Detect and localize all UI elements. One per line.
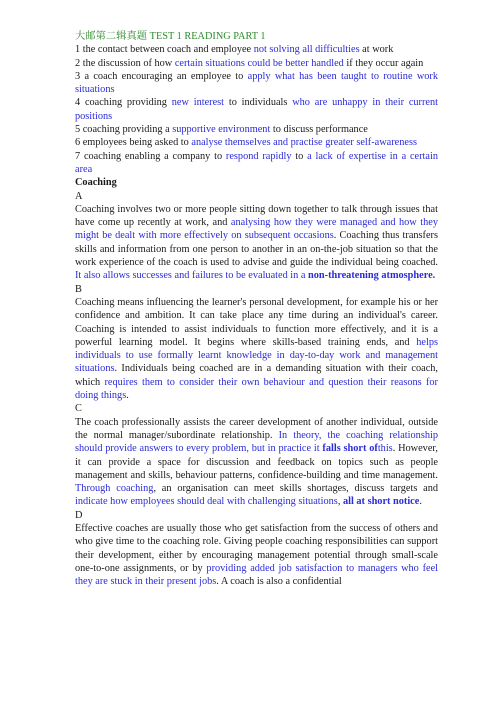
page-title: 大邮第二辑真题 TEST 1 READING PART 1 bbox=[75, 31, 266, 42]
statement-text: to discuss performance bbox=[270, 124, 368, 136]
section-letter: B bbox=[75, 283, 82, 295]
paragraph-text: , bbox=[337, 496, 343, 508]
statement-text: 7 coaching enabling a company to bbox=[75, 150, 226, 162]
section-paragraph bbox=[75, 416, 438, 509]
statement-highlight: not solving all difficulties bbox=[253, 44, 360, 56]
statement-highlight: a lack of expertise in a certain area bbox=[75, 150, 438, 175]
paragraph-text: . Individuals being coached are in a demanding situation with their coach, which bbox=[75, 363, 438, 388]
section-letter: A bbox=[75, 190, 83, 202]
statement-text: if they occur again bbox=[343, 57, 424, 69]
paragraph-highlight: this bbox=[377, 443, 393, 455]
paragraph-highlight: providing added job satisfaction to managers who feel they are stuck in their present jobs bbox=[75, 562, 439, 588]
paragraph-highlight: In theory, the coaching relationship should provide answers to every problem, but in practice it bbox=[75, 429, 438, 455]
statement-item bbox=[75, 123, 438, 136]
paragraph-highlight: It also allows successes and failures to be evaluated in a bbox=[75, 270, 306, 282]
paragraph-text: . However, it can provide a space for discussion and feedback on topics such as people management and skills, behaviour patterns, confidence-building and time management. bbox=[75, 443, 438, 481]
statement-text: 1 the contact between coach and employee bbox=[75, 44, 254, 56]
statement-item bbox=[75, 150, 438, 177]
paragraph-text: Coaching involves two or more people sitting down together to talk through issues that have come up recently at work, and bbox=[75, 203, 438, 229]
paragraph-highlight: analysing how they were managed and how they might be dealt with more effectively on subsequent occasions bbox=[75, 217, 438, 242]
paragraph-text: . bbox=[126, 390, 129, 402]
paragraph-text: . A coach is also a confidential bbox=[216, 576, 342, 588]
section-paragraph bbox=[75, 203, 438, 283]
paragraph-bold-highlight: non-threatening atmosphere. bbox=[305, 270, 436, 282]
statement-list bbox=[75, 43, 438, 176]
paragraph-highlight: indicate how employees should deal with challenging situations bbox=[75, 496, 338, 508]
statement-text: 5 coaching providing a bbox=[75, 124, 173, 136]
statement-text: 4 coaching providing bbox=[75, 97, 172, 109]
paragraph-highlight: Through coaching bbox=[75, 483, 154, 495]
statement-item bbox=[75, 57, 438, 70]
paragraph-text: , an organisation can meet skills shortages, discuss targets and bbox=[153, 483, 439, 495]
article-title: Coaching bbox=[75, 177, 117, 189]
statement-item bbox=[75, 136, 438, 149]
paragraph-highlight: helps individuals to use formally learnt knowledge in day-to-day work and management situations bbox=[75, 336, 438, 375]
paragraph-bold-highlight: falls short of bbox=[322, 443, 378, 455]
paragraph-text: . bbox=[419, 496, 422, 508]
section-paragraph bbox=[75, 296, 438, 402]
statement-text: 6 employees being asked to bbox=[75, 137, 192, 149]
statement-text: at work bbox=[359, 44, 394, 56]
statement-item bbox=[75, 70, 438, 97]
statement-highlight: apply what has been taught to routine work situations bbox=[75, 70, 438, 96]
section-letter: C bbox=[75, 403, 82, 415]
statement-text: 2 the discussion of how bbox=[75, 57, 175, 69]
section-paragraph bbox=[75, 522, 438, 588]
statement-highlight: analyse themselves and practise greater self-awareness bbox=[191, 137, 417, 149]
paragraph-text: . Coaching thus transfers skills and information from one person to another in an on-the-job situation so that the work experience of the coach is used to advise and guide the individual being coached. bbox=[75, 230, 438, 269]
statement-text: to bbox=[291, 150, 308, 162]
paragraph-highlight: requires them to consider their own behaviour and question their reasons for doing things bbox=[75, 376, 438, 402]
paragraph-text: Effective coaches are usually those who get satisfaction from the success of others and who give time to the coaching role. Giving people coaching responsibilities can support their development, either by encouraging management potential through small-scale one-to-one assignments, or by bbox=[75, 522, 438, 574]
statement-highlight: respond rapidly bbox=[225, 150, 292, 162]
statement-text: 3 a coach encouraging an employee to bbox=[75, 70, 248, 82]
statement-highlight: supportive environment bbox=[172, 124, 271, 136]
statement-item bbox=[75, 43, 438, 56]
statement-highlight: new interest bbox=[171, 97, 225, 109]
statement-text: to individuals bbox=[224, 97, 293, 109]
statement-item bbox=[75, 96, 438, 123]
statement-highlight: who are unhappy in their current positions bbox=[75, 97, 438, 122]
paragraph-text: The coach professionally assists the career development of another individual, outside the normal manager/subordinate relationship. bbox=[75, 416, 438, 441]
statement-highlight: certain situations could be better handled bbox=[174, 57, 344, 69]
section-letter: D bbox=[75, 509, 83, 521]
paragraph-text: Coaching means influencing the learner's personal development, for example his or her confidence and ambition. It can take place any time during an individual's career. Coaching is intended to assist individuals to function more effectively, and it is a powerful learning model. It begins where skills-based training ends, and bbox=[75, 296, 438, 348]
paragraph-bold-highlight: all at short notice bbox=[342, 496, 420, 508]
